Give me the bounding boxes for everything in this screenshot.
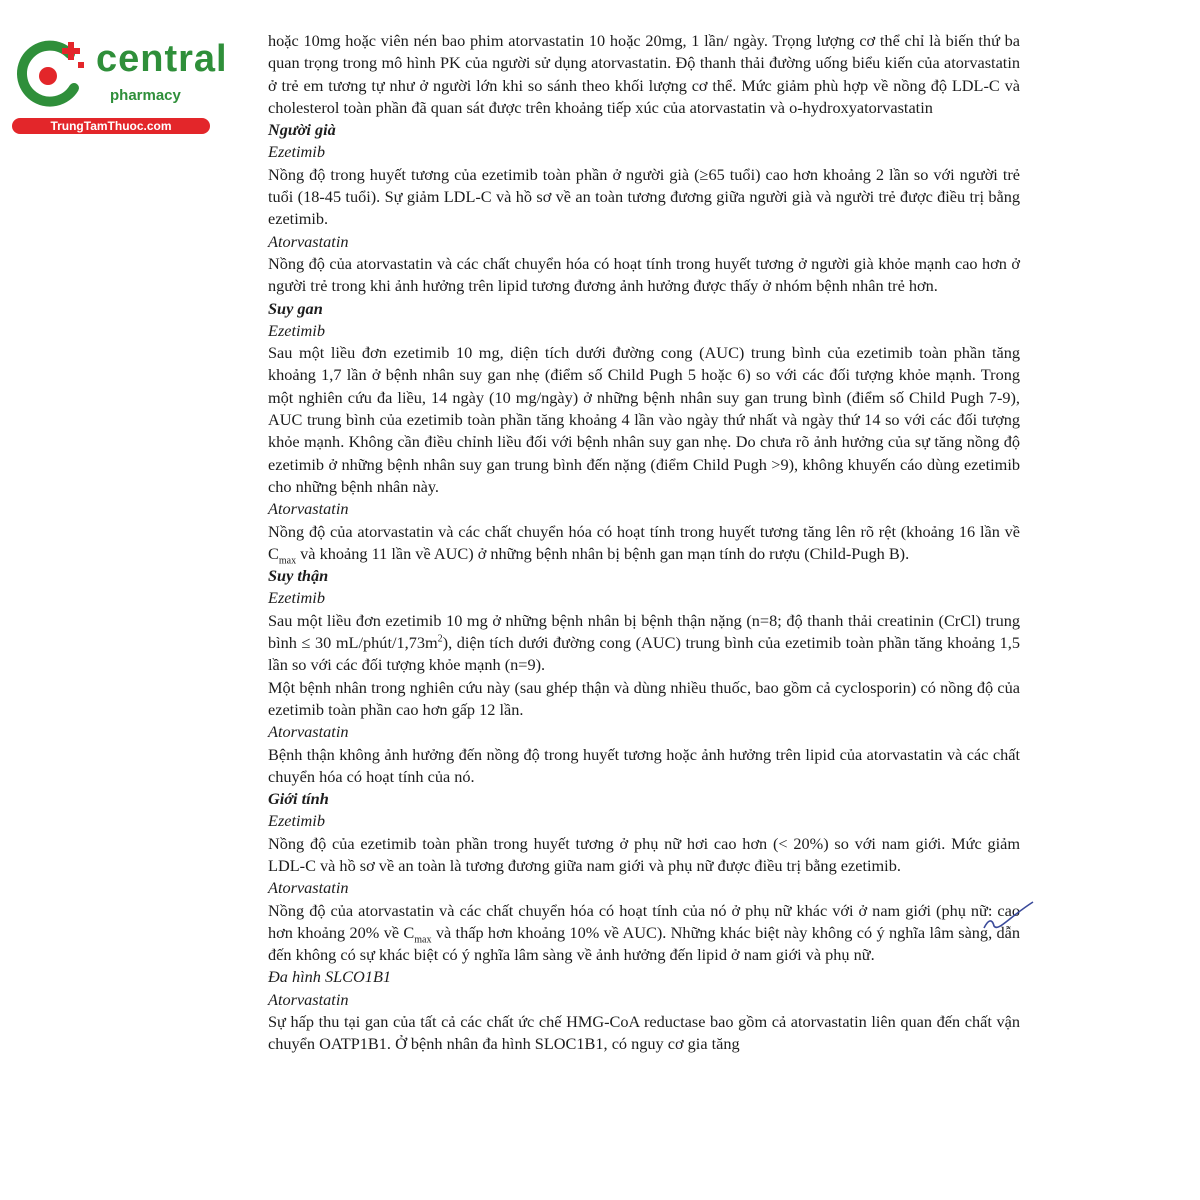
text-part: Sau một liều đơn ezetimib 10 mg ở những bệnh nhân bị bệnh thận nặng (n=8; độ thanh thải creatinin (CrCl) trung bình ≤ 30 mL/phút/1,73m: [268, 610, 1020, 653]
subheading-elderly-ezetimib: Ezetimib: [268, 142, 325, 162]
paragraph-gender-ezetimib: Nồng độ của ezetimib toàn phần trong huyết tương ở phụ nữ hơi cao hơn (< 20%) so với nam giới. Mức giảm LDL-C và hồ sơ về an toàn là tương đương giữa nam giới và phụ nữ được điều trị bằng ezetimib.: [268, 833, 1020, 875]
text-part: ), diện tích dưới đường cong (AUC) trung bình của ezetimib toàn phần tăng khoảng 1,5 lần so với các đối tượng khỏe mạnh (n=9).: [268, 633, 1020, 675]
paragraph-intro: hoặc 10mg hoặc viên nén bao phim atorvastatin 10 hoặc 20mg, 1 lần/ ngày. Trọng lượng cơ thể chỉ là biến thứ ba quan trọng trong mô hình PK của người sử dụng atorvastatin. Độ thanh thải đường uống biểu kiến của atorvastatin ở trẻ em tương tự như ở người lớn khi so sánh theo khối lượng cơ thể. Mức giảm phù hợp về nồng độ LDL-C và cholesterol toàn phần đã quan sát được trên khoảng tiếp xúc của atorvastatin và o-hydroxyatorvastatin: [268, 31, 1020, 117]
logo-url[interactable]: TrungTamThuoc.com: [12, 118, 210, 134]
superscript: 2: [437, 633, 443, 645]
paragraph-gender-atorvastatin: [268, 900, 1020, 967]
subheading-liver-atorvastatin: Atorvastatin: [268, 499, 349, 519]
subheading-elderly-atorvastatin: Atorvastatin: [268, 231, 349, 251]
logo-sub: pharmacy: [110, 87, 181, 104]
heading-liver: Suy gan: [268, 298, 323, 318]
paragraph-kidney-ezetimib: [268, 610, 1020, 677]
text-part: Nồng độ của atorvastatin và các chất chuyển hóa có hoạt tính trong huyết tương tăng lên rõ rệt (khoảng 16 lần về C: [268, 521, 1020, 563]
heading-elderly: Người già: [268, 120, 336, 140]
subheading-gender-ezetimib: Ezetimib: [268, 811, 325, 831]
paragraph-elderly-atorvastatin: Nồng độ của atorvastatin và các chất chuyển hóa có hoạt tính trong huyết tương ở người già khỏe mạnh cao hơn ở người trẻ trong khi ảnh hưởng trên lipid tương đương ảnh hưởng được thấy ở nhóm bệnh nhân trẻ hơn.: [268, 253, 1020, 296]
paragraph-slco1b1-atorvastatin: Sự hấp thu tại gan của tất cả các chất ức chế HMG-CoA reductase bao gồm cả atorvastatin liên quan đến chất vận chuyển OATP1B1. Ở bệnh nhân đa hình SLOC1B1, có nguy cơ gia tăng: [268, 1012, 1020, 1054]
paragraph-liver-atorvastatin: [268, 521, 1020, 566]
subheading-liver-ezetimib: Ezetimib: [268, 320, 325, 340]
text-part: Nồng độ của atorvastatin và các chất chuyển hóa có hoạt tính của nó ở phụ nữ khác với ở nam giới (phụ nữ: cao hơn khoảng 20% về C: [268, 900, 1020, 942]
subheading-kidney-ezetimib: Ezetimib: [268, 588, 325, 608]
paragraph-liver-ezetimib: Sau một liều đơn ezetimib 10 mg, diện tích dưới đường cong (AUC) trung bình của ezetimib toàn phần tăng khoảng 1,7 lần ở bệnh nhân suy gan nhẹ (điểm số Child Pugh 5 hoặc 6) so với các đối tượng khỏe mạnh. Trong một nghiên cứu đa liều, 14 ngày (10 mg/ngày) ở những bệnh nhân suy gan trung bình (điểm số Child Pugh 7-9), AUC trung bình của ezetimib toàn phần tăng khoảng 4 lần vào ngày thứ nhất và ngày thứ 14 so với các đối tượng khỏe mạnh. Không cần điều chỉnh liều đối với bệnh nhân suy gan nhẹ. Do chưa rõ ảnh hưởng của sự tăng nồng độ ezetimib ở những bệnh nhân suy gan trung bình đến nặng (điểm Child Pugh >9), không khuyến cáo dùng ezetimib cho những bệnh nhân này.: [268, 343, 1020, 496]
brand-logo: [10, 36, 228, 136]
subscript: max: [414, 934, 432, 946]
logo-name: central: [96, 38, 228, 80]
paragraph-kidney-ezetimib-2: Một bệnh nhân trong nghiên cứu này (sau ghép thận và dùng nhiều thuốc, bao gồm cả cyclosporin) có nồng độ của ezetimib toàn phần cao hơn gấp 12 lần.: [268, 677, 1020, 719]
subheading-gender-atorvastatin: Atorvastatin: [268, 878, 349, 898]
subheading-kidney-atorvastatin: Atorvastatin: [268, 722, 349, 742]
central-pharmacy-logo-icon: [12, 36, 92, 116]
subscript: max: [278, 555, 297, 567]
heading-gender: Giới tính: [268, 789, 329, 809]
text-part: và khoảng 11 lần về AUC) ở những bệnh nhân bị bệnh gan mạn tính do rượu (Child-Pugh B).: [296, 543, 910, 563]
paragraph-kidney-atorvastatin: Bệnh thận không ảnh hưởng đến nồng độ trong huyết tương hoặc ảnh hưởng trên lipid của atorvastatin và các chất chuyển hóa có hoạt tính của nó.: [268, 744, 1020, 786]
heading-kidney: Suy thận: [268, 566, 329, 586]
pen-mark-icon: [978, 898, 1038, 938]
paragraph-elderly-ezetimib: Nồng độ trong huyết tương của ezetimib toàn phần ở người già (≥65 tuổi) cao hơn khoảng 2 lần so với người trẻ tuổi (18-45 tuổi). Sự giảm LDL-C và hồ sơ về an toàn tương đương giữa người già và người trẻ được điều trị bằng ezetimib.: [268, 164, 1020, 229]
subheading-slco1b1: Đa hình SLCO1B1: [268, 967, 392, 987]
text-part: và thấp hơn khoảng 10% về AUC). Những khác biệt này không có ý nghĩa lâm sàng, dẫn đến không có sự khác biệt có ý nghĩa lâm sàng về ảnh hưởng đến lipid ở nam giới và phụ nữ.: [268, 922, 1021, 965]
document-body: [268, 30, 1020, 1056]
subheading-slco1b1-atorvastatin: Atorvastatin: [268, 989, 349, 1009]
